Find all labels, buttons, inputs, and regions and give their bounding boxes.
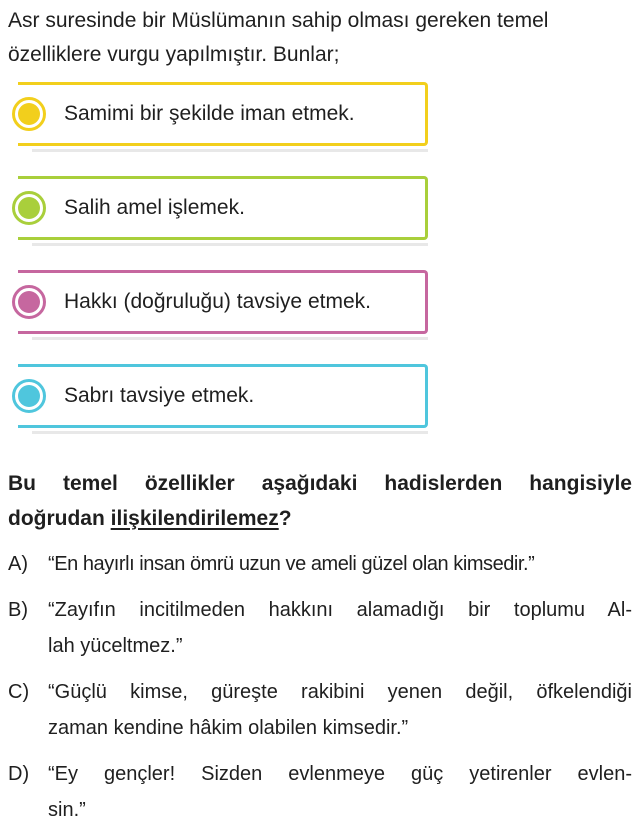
option-letter: A): [8, 553, 28, 575]
question-line-1: Bu temel özellikler aşağıdaki hadislerden hangisiyle: [8, 472, 632, 495]
bullet-dot-icon: [12, 191, 46, 225]
question-mark: ?: [278, 507, 292, 530]
intro-line-1: Asr suresinde bir Müslümanın sahip olması gereken temel: [8, 9, 549, 32]
option-c[interactable]: [8, 674, 632, 746]
option-b[interactable]: [8, 592, 632, 664]
bullet-dot-icon: [12, 97, 46, 131]
question-line-2-prefix: doğrudan: [8, 507, 111, 530]
option-line: sin.”: [48, 799, 86, 821]
intro-line-2: özelliklere vurgu yapılmıştır. Bunlar;: [8, 43, 340, 66]
option-line: “En hayırlı insan ömrü uzun ve ameli güzel olan kimsedir.”: [48, 553, 535, 575]
trait-label: Hakkı (doğruluğu) tavsiye etmek.: [64, 290, 371, 313]
option-text: [48, 756, 632, 828]
question-stem: [8, 466, 632, 536]
question-keyword: ilişkilendirilemez: [110, 507, 279, 530]
option-letter: D): [8, 763, 30, 785]
trait-box-2: [18, 176, 428, 240]
box-shadow-line: [32, 149, 428, 152]
option-line: lah yüceltmez.”: [48, 635, 183, 657]
bullet-dot-icon: [12, 285, 46, 319]
trait-box-1: [18, 82, 428, 146]
option-line: “Zayıfın incitilmeden hakkını alamadığı bir toplumu Al-: [48, 599, 632, 621]
option-text: [48, 592, 632, 664]
intro-paragraph: [8, 4, 632, 72]
trait-box-4: [18, 364, 428, 428]
trait-label: Sabrı tavsiye etmek.: [64, 384, 255, 407]
bullet-dot-icon: [12, 379, 46, 413]
option-d[interactable]: [8, 756, 632, 828]
trait-label: Samimi bir şekilde iman etmek.: [64, 102, 355, 125]
option-line: “Ey gençler! Sizden evlenmeye güç yetirenler evlen-: [48, 763, 632, 785]
option-a[interactable]: [8, 546, 632, 582]
box-shadow-line: [32, 243, 428, 246]
option-line: “Güçlü kimse, güreşte rakibini yenen değil, öfkelendiği: [48, 681, 632, 703]
trait-box-3: [18, 270, 428, 334]
option-line: zaman kendine hâkim olabilen kimsedir.”: [48, 717, 409, 739]
box-shadow-line: [32, 431, 428, 434]
trait-label: Salih amel işlemek.: [64, 196, 245, 219]
option-letter: C): [8, 681, 30, 703]
option-letter: B): [8, 599, 28, 621]
option-text: [48, 546, 632, 582]
option-text: [48, 674, 632, 746]
box-shadow-line: [32, 337, 428, 340]
